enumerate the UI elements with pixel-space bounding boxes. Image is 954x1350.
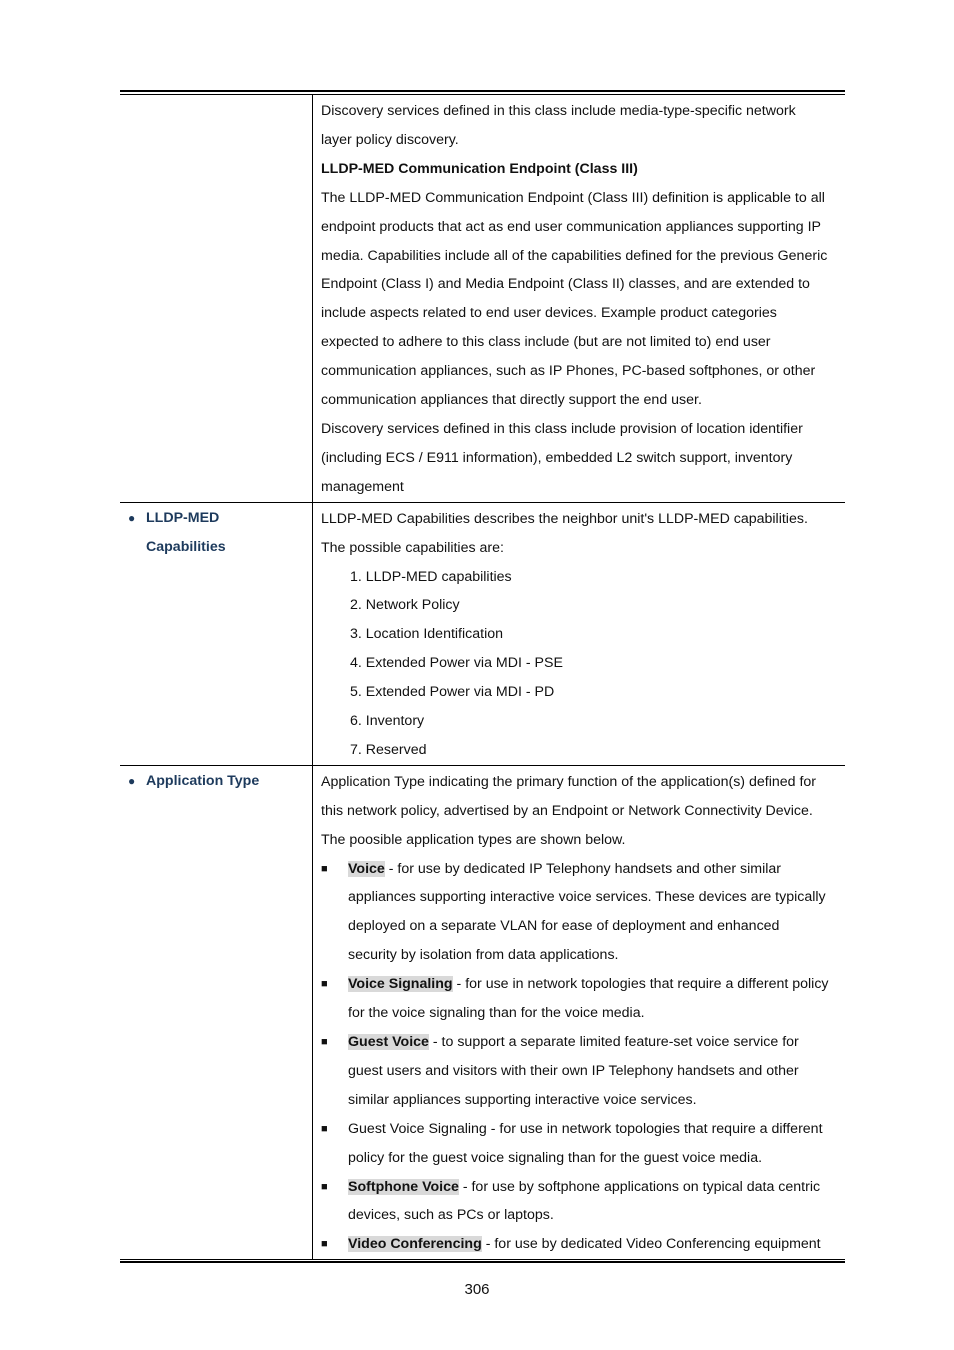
square-bullet-icon: ■	[321, 862, 328, 875]
text-line: devices, such as PCs or laptops.	[348, 1207, 554, 1224]
text-line: communication appliances that directly support the end user.	[321, 392, 702, 409]
description-cell	[313, 95, 845, 502]
square-bullet-icon: ■	[321, 1238, 328, 1251]
list-item: ■ Voice - for use by dedicated IP Telephony handsets and other similar appliances supporting interactive voice services. These devices are typically deployed on a separate VLAN for ease of deployment and enhanced security by isolation from data applications.	[321, 855, 839, 971]
table-bottom-rule	[120, 1261, 845, 1263]
description-cell	[313, 503, 845, 765]
list-item: 2. Network Policy	[350, 597, 460, 614]
square-bullet-icon: ■	[321, 1036, 328, 1048]
page-number: 306	[464, 1281, 490, 1298]
text-line: security by isolation from data applications.	[348, 947, 619, 964]
table-row	[120, 766, 845, 1259]
text-line: (including ECS / E911 information), embedded L2 switch support, inventory	[321, 449, 793, 466]
term-highlight: Voice	[348, 860, 385, 877]
list-item: 4. Extended Power via MDI - PSE	[350, 655, 563, 672]
table-bottom-rule-thin	[120, 1259, 845, 1260]
list-item: ■ Softphone Voice - for use by softphone applications on typical data centric devices, such as PCs or laptops.	[321, 1173, 839, 1231]
square-bullet-icon: ■	[321, 1122, 328, 1135]
list-item: ■ Voice Signaling - for use in network topologies that require a different policy for the voice signaling than for the voice media.	[321, 970, 839, 1028]
term-lldp-med-capabilities	[120, 503, 312, 562]
text-line: The poosible application types are shown below.	[321, 831, 626, 848]
description-cell	[313, 766, 845, 1259]
text-line: layer policy discovery.	[321, 131, 459, 148]
term-application-type	[120, 766, 312, 796]
text-line: Discovery services defined in this class include provision of location identifier	[321, 420, 803, 437]
text-line: policy for the guest voice signaling than for the guest voice media.	[348, 1149, 763, 1166]
list-item: ■ Video Conferencing - for use by dedicated Video Conferencing equipment	[321, 1230, 839, 1259]
list-item: ■ Guest Voice - to support a separate limited feature-set voice service for guest users and visitors with their own IP Telephony handsets and other similar appliances supporting interactive voice services.	[321, 1028, 839, 1115]
text-line: for the voice signaling than for the voice media.	[348, 1005, 645, 1022]
text-line: expected to adhere to this class include (but are not limited to) end user	[321, 334, 771, 351]
list-item: 1. LLDP-MED capabilities	[350, 568, 512, 585]
term-cell	[120, 503, 313, 765]
text-line: Guest Voice Signaling - for use in network topologies that require a different	[348, 1120, 823, 1137]
list-item: 7. Reserved	[350, 741, 427, 758]
text-line: The possible capabilities are:	[321, 539, 504, 556]
class-iii-heading: LLDP-MED Communication Endpoint (Class III)	[321, 160, 638, 177]
term-cell	[120, 766, 313, 1259]
term-highlight: Guest Voice	[348, 1034, 429, 1050]
list-item	[321, 1115, 839, 1173]
list-item: 3. Location Identification	[350, 626, 504, 643]
text-line: management	[321, 478, 404, 495]
text-line: Endpoint (Class I) and Media Endpoint (Class II) classes, and are extended to	[321, 276, 810, 293]
text-line: this network policy, advertised by an Endpoint or Network Connectivity Device.	[321, 802, 813, 819]
text-line: appliances supporting interactive voice services. These devices are typically	[348, 889, 826, 906]
text-line: Application Type indicating the primary function of the application(s) defined for	[321, 773, 817, 790]
list-item: 6. Inventory	[350, 713, 425, 730]
text-line: media. Capabilities include all of the capabilities defined for the previous Generic	[321, 247, 828, 264]
term-highlight: Softphone Voice	[348, 1178, 459, 1195]
text-line: include aspects related to end user devices. Example product categories	[321, 305, 777, 322]
text-line: The LLDP-MED Communication Endpoint (Class III) definition is applicable to all	[321, 189, 825, 206]
term-label: LLDP-MED Capabilities	[146, 509, 226, 555]
bullet-dot-icon: ●	[128, 773, 136, 788]
term-highlight: Video Conferencing	[348, 1236, 482, 1253]
text-line: LLDP-MED Capabilities describes the neighbor unit's LLDP-MED capabilities.	[321, 510, 808, 527]
list-item: 5. Extended Power via MDI - PD	[350, 684, 555, 701]
text-line: deployed on a separate VLAN for ease of deployment and enhanced	[348, 918, 780, 935]
square-bullet-icon: ■	[321, 978, 328, 991]
text-line: guest users and visitors with their own IP Telephony handsets and other	[348, 1062, 799, 1079]
text-line: endpoint products that act as end user communication appliances supporting IP	[321, 218, 822, 235]
text-line: similar appliances supporting interactive voice services.	[348, 1091, 697, 1108]
bullet-dot-icon: ●	[128, 510, 136, 525]
table-row	[120, 503, 845, 766]
definition-table	[120, 90, 845, 1263]
term-label: Application Type	[146, 772, 260, 789]
table-row	[120, 95, 845, 503]
table-top-rule	[120, 90, 845, 92]
square-bullet-icon: ■	[321, 1180, 328, 1193]
term-cell-empty	[120, 95, 313, 502]
text-line: Discovery services defined in this class include media-type-specific network	[321, 103, 796, 119]
term-highlight: Voice Signaling	[348, 976, 453, 993]
text-line: communication appliances, such as IP Phones, PC-based softphones, or other	[321, 363, 816, 380]
